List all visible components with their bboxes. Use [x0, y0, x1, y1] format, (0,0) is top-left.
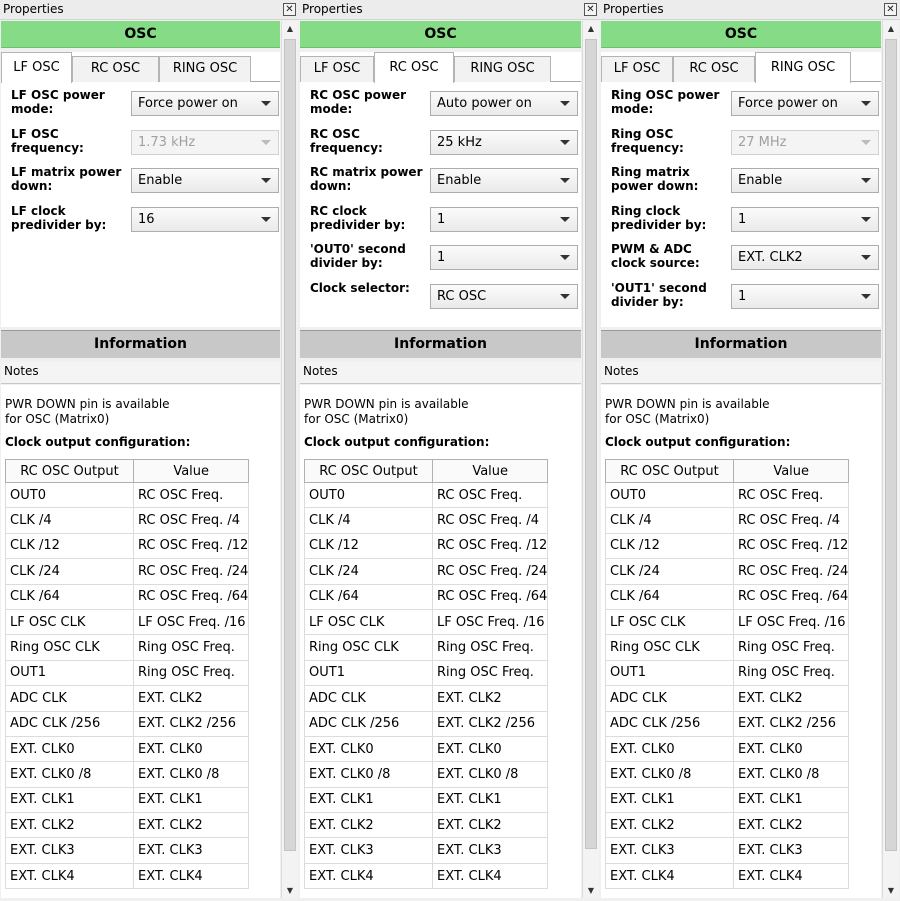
- close-button[interactable]: ✕: [283, 3, 296, 16]
- table-row: [6, 686, 249, 711]
- scroll-up-icon[interactable]: ▲: [286, 24, 294, 33]
- property-row: [601, 86, 881, 122]
- output-cell: EXT. CLK3: [305, 838, 433, 863]
- table-row: [6, 584, 249, 609]
- output-cell: EXT. CLK2: [305, 813, 433, 838]
- value-cell: Ring OSC Freq.: [134, 635, 249, 660]
- table-row: [305, 762, 548, 787]
- value-cell: EXT. CLK0: [734, 736, 849, 761]
- table-row: [6, 787, 249, 812]
- output-cell: CLK /4: [305, 508, 433, 533]
- tab-ring-osc[interactable]: RING OSC: [454, 56, 551, 82]
- value-cell: EXT. CLK0: [433, 736, 548, 761]
- tab-rc-osc[interactable]: RC OSC: [374, 52, 454, 83]
- clock-output-title: Clock output configuration:: [605, 435, 791, 449]
- chevron-down-icon: [560, 294, 570, 299]
- output-cell: ADC CLK /256: [6, 711, 134, 736]
- value-cell: EXT. CLK2 /256: [134, 711, 249, 736]
- dropdown-value: Enable: [437, 173, 482, 188]
- value-cell: RC OSC Freq. /64: [134, 584, 249, 609]
- table-row: [606, 584, 849, 609]
- table-row: [606, 660, 849, 685]
- value-cell: RC OSC Freq. /12: [734, 533, 849, 558]
- property-dropdown[interactable]: [131, 168, 279, 193]
- column-header: Value: [734, 460, 849, 483]
- output-cell: EXT. CLK1: [305, 787, 433, 812]
- output-cell: EXT. CLK4: [305, 863, 433, 888]
- output-cell: OUT0: [305, 483, 433, 508]
- chevron-down-icon: [560, 101, 570, 106]
- property-dropdown: [731, 130, 879, 155]
- output-cell: EXT. CLK0 /8: [305, 762, 433, 787]
- table-row: [6, 838, 249, 863]
- output-cell: EXT. CLK1: [6, 787, 134, 812]
- output-cell: LF OSC CLK: [6, 609, 134, 634]
- dropdown-value: 25 kHz: [437, 134, 482, 150]
- value-cell: RC OSC Freq. /4: [134, 508, 249, 533]
- scroll-thumb[interactable]: [284, 39, 296, 851]
- output-cell: Ring OSC CLK: [305, 635, 433, 660]
- table-row: [606, 762, 849, 787]
- tab-ring-osc[interactable]: RING OSC: [755, 52, 851, 83]
- value-cell: EXT. CLK2 /256: [734, 711, 849, 736]
- property-row: [601, 163, 881, 199]
- property-label: LF clock predivider by:: [11, 203, 107, 232]
- table-row: [305, 838, 548, 863]
- table-row: [6, 559, 249, 584]
- table-row: [606, 787, 849, 812]
- chevron-down-icon: [861, 178, 871, 183]
- property-label: RC OSC frequency:: [310, 126, 383, 155]
- tab-bar: [601, 52, 881, 82]
- table-row: [6, 533, 249, 558]
- output-cell: ADC CLK /256: [606, 711, 734, 736]
- tab-ring-osc[interactable]: RING OSC: [159, 56, 251, 82]
- table-row: [606, 686, 849, 711]
- scroll-up-icon[interactable]: ▲: [587, 24, 595, 33]
- table-row: [6, 813, 249, 838]
- scroll-down-icon[interactable]: ▼: [887, 886, 895, 895]
- column-header: RC OSC Output: [305, 460, 433, 483]
- output-cell: CLK /4: [606, 508, 734, 533]
- scroll-up-icon[interactable]: ▲: [887, 24, 895, 33]
- chevron-down-icon: [560, 255, 570, 260]
- output-cell: EXT. CLK0 /8: [6, 762, 134, 787]
- chevron-down-icon: [861, 101, 871, 106]
- osc-header: OSC: [300, 21, 581, 48]
- close-button[interactable]: ✕: [584, 3, 597, 16]
- tab-lf-osc[interactable]: LF OSC: [300, 56, 374, 82]
- property-dropdown[interactable]: [731, 207, 879, 232]
- information-body: [601, 385, 881, 898]
- output-cell: LF OSC CLK: [606, 609, 734, 634]
- table-row: [606, 533, 849, 558]
- osc-header: OSC: [1, 21, 280, 48]
- property-row: [300, 163, 581, 199]
- chevron-down-icon: [261, 140, 271, 145]
- property-dropdown[interactable]: [731, 284, 879, 309]
- column-header: Value: [433, 460, 548, 483]
- table-row: [6, 483, 249, 508]
- property-dropdown[interactable]: [430, 130, 578, 155]
- scroll-thumb[interactable]: [885, 39, 897, 851]
- value-cell: Ring OSC Freq.: [734, 635, 849, 660]
- value-cell: EXT. CLK1: [734, 787, 849, 812]
- output-cell: EXT. CLK2: [6, 813, 134, 838]
- tab-body: [601, 82, 881, 327]
- value-cell: EXT. CLK2: [433, 813, 548, 838]
- output-cell: CLK /64: [305, 584, 433, 609]
- panel-content: [1, 21, 280, 898]
- property-label: LF OSC power mode:: [11, 88, 105, 116]
- output-cell: CLK /24: [305, 559, 433, 584]
- dropdown-value: 27 MHz: [738, 134, 787, 150]
- value-cell: RC OSC Freq. /12: [134, 533, 249, 558]
- scroll-thumb[interactable]: [585, 39, 597, 849]
- dropdown-value: Force power on: [138, 96, 238, 111]
- clock-output-table: [5, 459, 249, 889]
- value-cell: EXT. CLK4: [134, 863, 249, 888]
- property-row: [300, 86, 581, 122]
- property-label: LF matrix power down:: [11, 165, 122, 193]
- property-row: [601, 125, 881, 161]
- property-label: PWM & ADC clock source:: [611, 242, 700, 270]
- property-row: [1, 125, 280, 161]
- value-cell: EXT. CLK3: [134, 838, 249, 863]
- output-cell: CLK /24: [606, 559, 734, 584]
- value-cell: EXT. CLK2: [134, 813, 249, 838]
- property-row: [601, 240, 881, 276]
- vertical-scrollbar[interactable]: [281, 21, 298, 898]
- output-cell: OUT1: [606, 660, 734, 685]
- pwr-down-note: PWR DOWN pin is available for OSC (Matrix0): [605, 397, 770, 426]
- value-cell: LF OSC Freq. /16: [734, 609, 849, 634]
- value-cell: RC OSC Freq. /24: [734, 559, 849, 584]
- pwr-down-note: PWR DOWN pin is available for OSC (Matrix0): [5, 397, 170, 426]
- notes-label: Notes: [300, 362, 581, 384]
- property-row: [300, 240, 581, 276]
- column-header: RC OSC Output: [6, 460, 134, 483]
- value-cell: EXT. CLK2: [734, 813, 849, 838]
- property-row: [1, 86, 280, 122]
- table-row: [6, 635, 249, 660]
- table-row: [606, 838, 849, 863]
- property-dropdown: [131, 130, 279, 155]
- clock-output-title: Clock output configuration:: [304, 435, 490, 449]
- chevron-down-icon: [861, 140, 871, 145]
- table-row: [606, 711, 849, 736]
- dropdown-value: 1: [437, 250, 446, 265]
- chevron-down-icon: [861, 294, 871, 299]
- table-row: [6, 736, 249, 761]
- value-cell: EXT. CLK1: [433, 787, 548, 812]
- output-cell: EXT. CLK3: [6, 838, 134, 863]
- property-label: Ring OSC power mode:: [611, 88, 720, 116]
- value-cell: RC OSC Freq.: [433, 483, 548, 508]
- output-cell: OUT1: [305, 660, 433, 685]
- value-cell: EXT. CLK0 /8: [734, 762, 849, 787]
- column-header: RC OSC Output: [606, 460, 734, 483]
- chevron-down-icon: [560, 140, 570, 145]
- property-dropdown[interactable]: [430, 284, 578, 309]
- table-row: [606, 508, 849, 533]
- table-row: [6, 660, 249, 685]
- tab-lf-osc[interactable]: LF OSC: [1, 52, 72, 83]
- tab-lf-osc[interactable]: LF OSC: [601, 56, 673, 82]
- dropdown-value: 1: [437, 211, 446, 227]
- notes-label: Notes: [601, 362, 881, 384]
- pwr-down-note: PWR DOWN pin is available for OSC (Matrix0): [304, 397, 469, 426]
- properties-panel-lf-osc: [0, 0, 299, 901]
- information-body: [300, 385, 581, 898]
- value-cell: EXT. CLK2: [734, 686, 849, 711]
- value-cell: RC OSC Freq. /64: [734, 584, 849, 609]
- property-dropdown[interactable]: [731, 168, 879, 193]
- notes-label: Notes: [1, 362, 280, 384]
- property-dropdown[interactable]: [731, 245, 879, 270]
- clock-output-table: [605, 459, 849, 889]
- value-cell: RC OSC Freq.: [734, 483, 849, 508]
- output-cell: CLK /64: [606, 584, 734, 609]
- value-cell: LF OSC Freq. /16: [134, 609, 249, 634]
- panel-content: [601, 21, 881, 898]
- table-row: [305, 813, 548, 838]
- property-label: LF OSC frequency:: [11, 126, 84, 155]
- dropdown-value: 1: [738, 288, 747, 304]
- output-cell: EXT. CLK0: [305, 736, 433, 761]
- property-dropdown[interactable]: [430, 168, 578, 193]
- table-row: [606, 635, 849, 660]
- output-cell: EXT. CLK3: [606, 838, 734, 863]
- title-bar: [0, 0, 299, 20]
- output-cell: CLK /12: [305, 533, 433, 558]
- table-row: [606, 813, 849, 838]
- output-cell: EXT. CLK2: [606, 813, 734, 838]
- property-row: [300, 202, 581, 238]
- value-cell: EXT. CLK3: [433, 838, 548, 863]
- vertical-scrollbar[interactable]: [882, 21, 899, 898]
- property-row: [1, 163, 280, 199]
- table-row: [305, 660, 548, 685]
- property-label: Ring clock predivider by:: [611, 203, 707, 232]
- table-row: [305, 609, 548, 634]
- output-cell: Ring OSC CLK: [606, 635, 734, 660]
- property-label: RC matrix power down:: [310, 165, 423, 193]
- value-cell: LF OSC Freq. /16: [433, 609, 548, 634]
- dropdown-value: RC OSC: [437, 288, 487, 304]
- properties-panel-ring-osc: [600, 0, 900, 901]
- value-cell: EXT. CLK2 /256: [433, 711, 548, 736]
- chevron-down-icon: [861, 255, 871, 260]
- information-header: Information: [1, 330, 280, 358]
- table-row: [606, 483, 849, 508]
- value-cell: EXT. CLK3: [734, 838, 849, 863]
- column-header: Value: [134, 460, 249, 483]
- chevron-down-icon: [261, 178, 271, 183]
- title-bar: [299, 0, 600, 20]
- scroll-down-icon[interactable]: ▼: [286, 886, 294, 895]
- table-row: [6, 863, 249, 888]
- information-header: Information: [300, 330, 581, 358]
- table-row: [305, 584, 548, 609]
- output-cell: EXT. CLK0 /8: [606, 762, 734, 787]
- value-cell: RC OSC Freq. /4: [433, 508, 548, 533]
- dropdown-value: 16: [138, 211, 155, 227]
- table-row: [305, 483, 548, 508]
- panel-title: Properties: [302, 2, 363, 16]
- property-dropdown[interactable]: [430, 91, 578, 116]
- value-cell: EXT. CLK4: [734, 863, 849, 888]
- table-row: [6, 711, 249, 736]
- chevron-down-icon: [261, 101, 271, 106]
- table-row: [606, 736, 849, 761]
- clock-output-table: [304, 459, 548, 889]
- output-cell: CLK /12: [606, 533, 734, 558]
- output-cell: OUT0: [6, 483, 134, 508]
- value-cell: EXT. CLK2: [433, 686, 548, 711]
- property-label: Ring matrix power down:: [611, 165, 699, 193]
- title-bar: [600, 0, 900, 20]
- output-cell: EXT. CLK4: [606, 863, 734, 888]
- dropdown-value: EXT. CLK2: [738, 250, 803, 265]
- property-row: [601, 279, 881, 315]
- close-button[interactable]: ✕: [884, 3, 897, 16]
- panel-title: Properties: [3, 2, 64, 16]
- output-cell: ADC CLK: [305, 686, 433, 711]
- property-label: RC clock predivider by:: [310, 203, 406, 232]
- scroll-down-icon[interactable]: ▼: [587, 886, 595, 895]
- table-row: [305, 533, 548, 558]
- table-row: [305, 736, 548, 761]
- output-cell: CLK /12: [6, 533, 134, 558]
- property-dropdown[interactable]: [731, 91, 879, 116]
- chevron-down-icon: [560, 178, 570, 183]
- property-dropdown[interactable]: [131, 91, 279, 116]
- output-cell: LF OSC CLK: [305, 609, 433, 634]
- table-row: [305, 508, 548, 533]
- vertical-scrollbar[interactable]: [582, 21, 599, 898]
- chevron-down-icon: [261, 217, 271, 222]
- value-cell: RC OSC Freq. /12: [433, 533, 548, 558]
- value-cell: EXT. CLK0 /8: [433, 762, 548, 787]
- table-row: [305, 686, 548, 711]
- table-row: [6, 508, 249, 533]
- dropdown-value: Enable: [138, 173, 183, 188]
- value-cell: EXT. CLK0: [134, 736, 249, 761]
- table-row: [305, 711, 548, 736]
- value-cell: RC OSC Freq. /64: [433, 584, 548, 609]
- table-row: [606, 559, 849, 584]
- property-label: 'OUT0' second divider by:: [310, 242, 406, 270]
- tab-rc-osc[interactable]: RC OSC: [72, 56, 159, 82]
- panel-title: Properties: [603, 2, 664, 16]
- osc-header: OSC: [601, 21, 881, 48]
- tab-body: [1, 82, 280, 327]
- value-cell: Ring OSC Freq.: [433, 660, 548, 685]
- information-body: [1, 385, 280, 898]
- table-row: [305, 559, 548, 584]
- value-cell: EXT. CLK4: [433, 863, 548, 888]
- output-cell: EXT. CLK0: [606, 736, 734, 761]
- dropdown-value: Force power on: [738, 96, 838, 111]
- tab-bar: [300, 52, 581, 82]
- clock-output-title: Clock output configuration:: [5, 435, 191, 449]
- panel-content: [300, 21, 581, 898]
- property-label: Clock selector:: [310, 280, 410, 295]
- dropdown-value: 1: [738, 211, 747, 227]
- property-dropdown[interactable]: [430, 207, 578, 232]
- chevron-down-icon: [861, 217, 871, 222]
- table-row: [305, 635, 548, 660]
- table-row: [6, 762, 249, 787]
- tab-bar: [1, 52, 280, 82]
- value-cell: EXT. CLK2: [134, 686, 249, 711]
- value-cell: EXT. CLK0 /8: [134, 762, 249, 787]
- property-row: [300, 125, 581, 161]
- dropdown-value: Auto power on: [437, 96, 532, 111]
- value-cell: EXT. CLK1: [134, 787, 249, 812]
- value-cell: RC OSC Freq.: [134, 483, 249, 508]
- output-cell: EXT. CLK4: [6, 863, 134, 888]
- property-row: [601, 202, 881, 238]
- output-cell: EXT. CLK0: [6, 736, 134, 761]
- value-cell: Ring OSC Freq.: [433, 635, 548, 660]
- chevron-down-icon: [560, 217, 570, 222]
- output-cell: Ring OSC CLK: [6, 635, 134, 660]
- output-cell: ADC CLK: [606, 686, 734, 711]
- property-row: [1, 202, 280, 238]
- value-cell: Ring OSC Freq.: [134, 660, 249, 685]
- table-row: [606, 609, 849, 634]
- output-cell: CLK /24: [6, 559, 134, 584]
- output-cell: OUT0: [606, 483, 734, 508]
- property-label: 'OUT1' second divider by:: [611, 280, 707, 309]
- property-dropdown[interactable]: [131, 207, 279, 232]
- dropdown-value: Enable: [738, 173, 783, 188]
- output-cell: ADC CLK: [6, 686, 134, 711]
- table-row: [606, 863, 849, 888]
- property-label: RC OSC power mode:: [310, 88, 407, 116]
- value-cell: RC OSC Freq. /24: [433, 559, 548, 584]
- tab-body: [300, 82, 581, 327]
- dropdown-value: 1.73 kHz: [138, 134, 196, 150]
- table-row: [6, 609, 249, 634]
- output-cell: CLK /64: [6, 584, 134, 609]
- value-cell: RC OSC Freq. /24: [134, 559, 249, 584]
- property-label: Ring OSC frequency:: [611, 126, 684, 155]
- output-cell: OUT1: [6, 660, 134, 685]
- table-row: [305, 863, 548, 888]
- information-header: Information: [601, 330, 881, 358]
- table-row: [305, 787, 548, 812]
- value-cell: Ring OSC Freq.: [734, 660, 849, 685]
- output-cell: CLK /4: [6, 508, 134, 533]
- properties-panel-rc-osc: [299, 0, 600, 901]
- output-cell: EXT. CLK1: [606, 787, 734, 812]
- property-row: [300, 279, 581, 315]
- tab-rc-osc[interactable]: RC OSC: [673, 56, 755, 82]
- output-cell: ADC CLK /256: [305, 711, 433, 736]
- value-cell: RC OSC Freq. /4: [734, 508, 849, 533]
- property-dropdown[interactable]: [430, 245, 578, 270]
